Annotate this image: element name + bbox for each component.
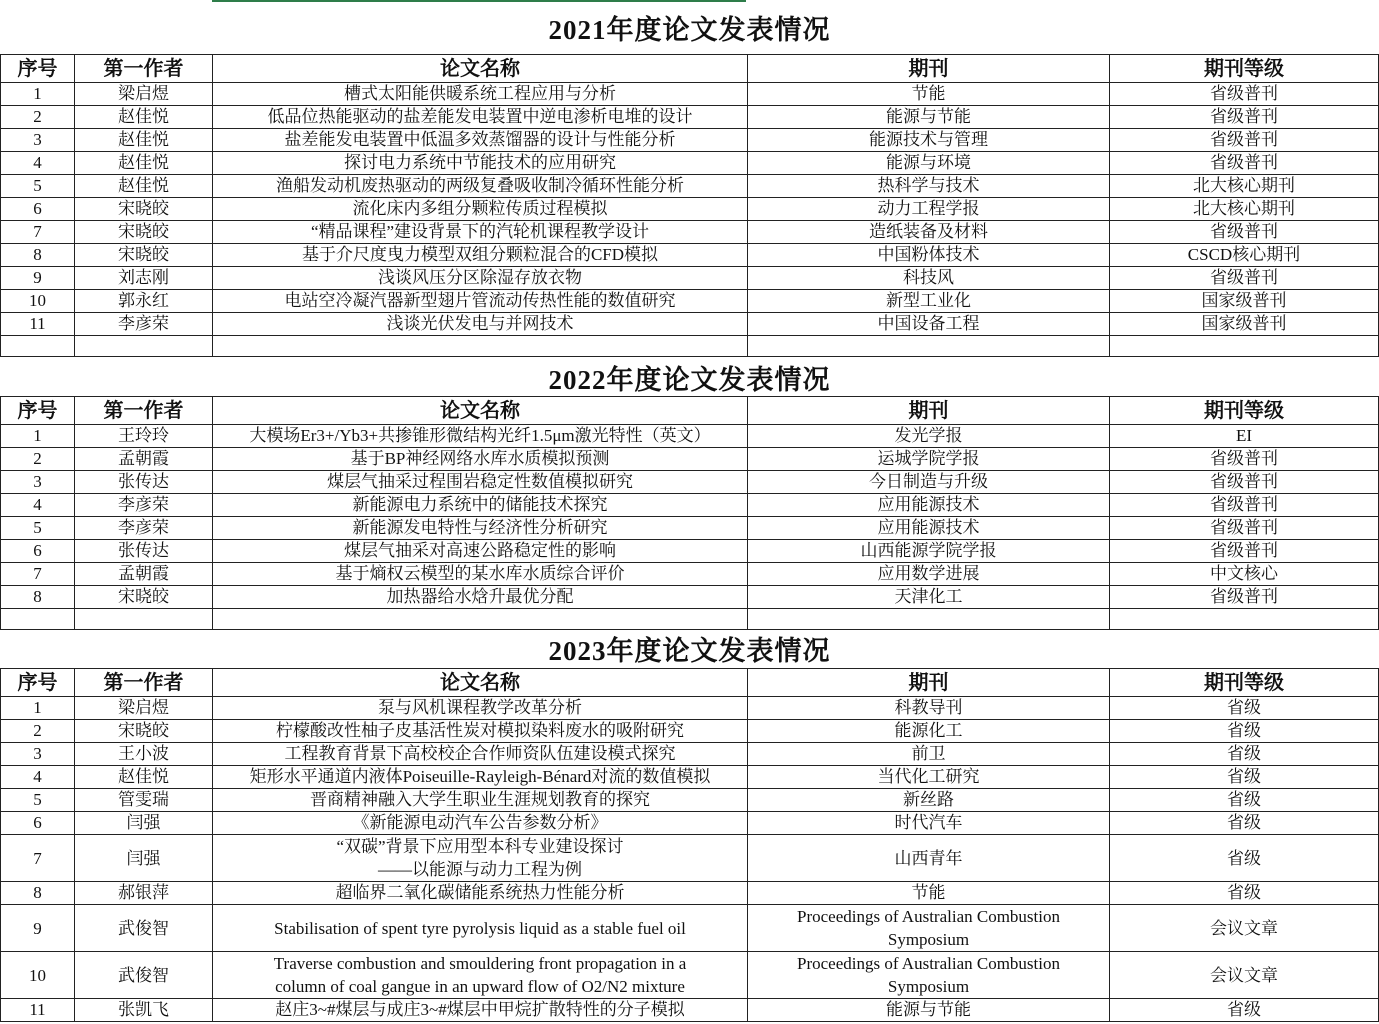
first-author: 管雯瑞 [75,789,213,812]
table-row [1,448,1379,471]
paper-title: 赵庄3~#煤层与成庄3~#煤层中甲烷扩散特性的分子模拟 [213,999,748,1022]
table-row [1,267,1379,290]
table-row [1,789,1379,812]
table-row [1,882,1379,905]
row-number: 5 [1,789,75,812]
paper-title: 泵与风机课程教学改革分析 [213,697,748,720]
paper-title: 渔船发动机废热驱动的两级复叠吸收制冷循环性能分析 [213,175,748,198]
paper-title: 大模场Er3+/Yb3+共掺锥形微结构光纤1.5μm激光特性（英文） [213,425,748,448]
row-number: 1 [1,697,75,720]
journal-name: 中国设备工程 [748,313,1110,336]
blank-cell [213,336,748,357]
row-number: 4 [1,152,75,175]
table-row [1,563,1379,586]
row-number: 2 [1,720,75,743]
column-header: 期刊等级 [1110,55,1379,83]
blank-cell [75,609,213,630]
journal-name: 应用能源技术 [748,517,1110,540]
row-number: 2 [1,106,75,129]
table-header-row [1,669,1379,697]
table-header-row [1,397,1379,425]
section-title: 2022年度论文发表情况 [548,365,831,395]
first-author: 赵佳悦 [75,106,213,129]
first-author: 张凯飞 [75,999,213,1022]
journal-name: 能源与节能 [748,999,1110,1022]
table-row [1,999,1379,1022]
journal-name: 能源技术与管理 [748,129,1110,152]
first-author: 宋晓皎 [75,221,213,244]
paper-title: Stabilisation of spent tyre pyrolysis liquid as a stable fuel oil [213,905,748,952]
journal-level: 省级普刊 [1110,540,1379,563]
journal-name: Proceedings of Australian Combustion Symposium [748,952,1110,999]
first-author: 赵佳悦 [75,152,213,175]
first-author: 李彦荣 [75,494,213,517]
table-row [1,106,1379,129]
first-author: 郭永红 [75,290,213,313]
journal-name: 前卫 [748,743,1110,766]
journal-level: 省级普刊 [1110,152,1379,175]
column-header: 期刊 [748,55,1110,83]
paper-title: 矩形水平通道内液体Poiseuille-Rayleigh-Bénard对流的数值模拟 [213,766,748,789]
journal-level: 省级普刊 [1110,517,1379,540]
journal-level: 省级普刊 [1110,221,1379,244]
column-header: 期刊等级 [1110,669,1379,697]
section-title: 2021年度论文发表情况 [548,15,831,45]
column-header: 论文名称 [213,669,748,697]
table-row [1,221,1379,244]
journal-name: 发光学报 [748,425,1110,448]
journal-name: 科技风 [748,267,1110,290]
row-number: 8 [1,586,75,609]
journal-name: 新型工业化 [748,290,1110,313]
journal-name: Proceedings of Australian Combustion Symposium [748,905,1110,952]
journal-level: 国家级普刊 [1110,313,1379,336]
journal-name: 今日制造与升级 [748,471,1110,494]
journal-name: 时代汽车 [748,812,1110,835]
top-accent-rule [212,0,746,2]
first-author: 王玲玲 [75,425,213,448]
table-row [1,952,1379,999]
paper-title: 浅谈风压分区除湿存放衣物 [213,267,748,290]
column-header: 期刊 [748,397,1110,425]
journal-name: 天津化工 [748,586,1110,609]
column-header: 第一作者 [75,669,213,697]
first-author: 宋晓皎 [75,586,213,609]
journal-level: 省级 [1110,999,1379,1022]
row-number: 11 [1,313,75,336]
column-header: 论文名称 [213,55,748,83]
journal-level: 省级普刊 [1110,129,1379,152]
papers-table [0,54,1379,357]
journal-level: 省级普刊 [1110,83,1379,106]
paper-title: 盐差能发电装置中低温多效蒸馏器的设计与性能分析 [213,129,748,152]
table-row [1,129,1379,152]
row-number: 2 [1,448,75,471]
table-row [1,244,1379,267]
table-row [1,290,1379,313]
table-row [1,720,1379,743]
paper-title: 浅谈光伏发电与并网技术 [213,313,748,336]
table-row [1,198,1379,221]
paper-title: 基于BP神经网络水库水质模拟预测 [213,448,748,471]
table-row [1,835,1379,882]
row-number: 5 [1,517,75,540]
journal-level: 国家级普刊 [1110,290,1379,313]
journal-level: 中文核心 [1110,563,1379,586]
row-number: 3 [1,743,75,766]
table-row [1,540,1379,563]
paper-title: 工程教育背景下高校校企合作师资队伍建设模式探究 [213,743,748,766]
journal-name: 应用能源技术 [748,494,1110,517]
row-number: 6 [1,812,75,835]
blank-cell [748,336,1110,357]
papers-table [0,396,1379,630]
journal-level: 省级 [1110,766,1379,789]
table-row [1,905,1379,952]
first-author: 武俊智 [75,952,213,999]
blank-cell [75,336,213,357]
journal-level: EI [1110,425,1379,448]
column-header: 第一作者 [75,397,213,425]
row-number: 10 [1,952,75,999]
first-author: 刘志刚 [75,267,213,290]
paper-title: 基于介尺度曳力模型双组分颗粒混合的CFD模拟 [213,244,748,267]
table-header-row [1,55,1379,83]
journal-level: 省级 [1110,812,1379,835]
journal-level: 省级普刊 [1110,586,1379,609]
papers-table [0,668,1379,1022]
paper-title: 电站空冷凝汽器新型翅片管流动传热性能的数值研究 [213,290,748,313]
journal-level: 省级 [1110,789,1379,812]
row-number: 6 [1,540,75,563]
table-row [1,313,1379,336]
blank-cell [748,609,1110,630]
row-number: 10 [1,290,75,313]
column-header: 序号 [1,397,75,425]
first-author: 赵佳悦 [75,175,213,198]
paper-title: “双碳”背景下应用型本科专业建设探讨 ——以能源与动力工程为例 [213,835,748,882]
blank-row [1,336,1379,357]
journal-level: 省级 [1110,835,1379,882]
column-header: 论文名称 [213,397,748,425]
paper-title: “精品课程”建设背景下的汽轮机课程教学设计 [213,221,748,244]
journal-level: 省级 [1110,882,1379,905]
journal-level: 省级普刊 [1110,448,1379,471]
first-author: 梁启煜 [75,83,213,106]
table-row [1,766,1379,789]
row-number: 8 [1,882,75,905]
row-number: 6 [1,198,75,221]
table-row [1,743,1379,766]
journal-level: 省级普刊 [1110,494,1379,517]
paper-title: 基于熵权云模型的某水库水质综合评价 [213,563,748,586]
blank-cell [1110,336,1379,357]
blank-cell [1,336,75,357]
paper-title: 晋商精神融入大学生职业生涯规划教育的探究 [213,789,748,812]
journal-name: 新丝路 [748,789,1110,812]
row-number: 7 [1,835,75,882]
row-number: 4 [1,494,75,517]
row-number: 3 [1,471,75,494]
column-header: 第一作者 [75,55,213,83]
journal-name: 运城学院学报 [748,448,1110,471]
first-author: 宋晓皎 [75,198,213,221]
journal-name: 中国粉体技术 [748,244,1110,267]
paper-title: 超临界二氧化碳储能系统热力性能分析 [213,882,748,905]
paper-title: 柠檬酸改性柚子皮基活性炭对模拟染料废水的吸附研究 [213,720,748,743]
journal-name: 能源与节能 [748,106,1110,129]
journal-level: 省级普刊 [1110,267,1379,290]
table-row [1,697,1379,720]
column-header: 期刊等级 [1110,397,1379,425]
first-author: 赵佳悦 [75,129,213,152]
row-number: 1 [1,425,75,448]
journal-level: 会议文章 [1110,905,1379,952]
first-author: 梁启煜 [75,697,213,720]
journal-level: 省级 [1110,720,1379,743]
blank-cell [213,609,748,630]
first-author: 张传达 [75,540,213,563]
paper-title: 探讨电力系统中节能技术的应用研究 [213,152,748,175]
journal-level: 省级普刊 [1110,471,1379,494]
row-number: 7 [1,221,75,244]
row-number: 4 [1,766,75,789]
section-title: 2023年度论文发表情况 [548,636,831,666]
first-author: 王小波 [75,743,213,766]
table-row [1,152,1379,175]
journal-level: 省级普刊 [1110,106,1379,129]
column-header: 序号 [1,55,75,83]
column-header: 序号 [1,669,75,697]
table-row [1,586,1379,609]
first-author: 闫强 [75,812,213,835]
journal-name: 科教导刊 [748,697,1110,720]
row-number: 9 [1,267,75,290]
first-author: 孟朝霞 [75,563,213,586]
journal-name: 山西青年 [748,835,1110,882]
first-author: 郝银萍 [75,882,213,905]
journal-name: 山西能源学院学报 [748,540,1110,563]
paper-title: 新能源发电特性与经济性分析研究 [213,517,748,540]
journal-level: 省级 [1110,697,1379,720]
first-author: 张传达 [75,471,213,494]
table-row [1,494,1379,517]
paper-title: 流化床内多组分颗粒传质过程模拟 [213,198,748,221]
table-row [1,425,1379,448]
row-number: 1 [1,83,75,106]
first-author: 赵佳悦 [75,766,213,789]
first-author: 李彦荣 [75,517,213,540]
row-number: 9 [1,905,75,952]
journal-level: 会议文章 [1110,952,1379,999]
blank-cell [1,609,75,630]
journal-name: 节能 [748,83,1110,106]
blank-row [1,609,1379,630]
first-author: 孟朝霞 [75,448,213,471]
row-number: 8 [1,244,75,267]
paper-title: 《新能源电动汽车公告参数分析》 [213,812,748,835]
row-number: 11 [1,999,75,1022]
table-row [1,175,1379,198]
journal-level: 北大核心期刊 [1110,198,1379,221]
journal-name: 应用数学进展 [748,563,1110,586]
paper-title: 新能源电力系统中的储能技术探究 [213,494,748,517]
paper-title: 低品位热能驱动的盐差能发电装置中逆电渗析电堆的设计 [213,106,748,129]
journal-name: 能源化工 [748,720,1110,743]
paper-title: 煤层气抽采过程围岩稳定性数值模拟研究 [213,471,748,494]
journal-name: 动力工程学报 [748,198,1110,221]
first-author: 闫强 [75,835,213,882]
row-number: 7 [1,563,75,586]
first-author: 宋晓皎 [75,244,213,267]
journal-level: 省级 [1110,743,1379,766]
journal-name: 造纸装备及材料 [748,221,1110,244]
paper-title: Traverse combustion and smouldering front propagation in a column of coal gangue in an upward flow of O2/N2 mixture [213,952,748,999]
first-author: 李彦荣 [75,313,213,336]
journal-level: 北大核心期刊 [1110,175,1379,198]
first-author: 武俊智 [75,905,213,952]
row-number: 3 [1,129,75,152]
column-header: 期刊 [748,669,1110,697]
table-row [1,812,1379,835]
journal-name: 节能 [748,882,1110,905]
journal-name: 当代化工研究 [748,766,1110,789]
table-row [1,471,1379,494]
journal-level: CSCD核心期刊 [1110,244,1379,267]
row-number: 5 [1,175,75,198]
blank-cell [1110,609,1379,630]
journal-name: 热科学与技术 [748,175,1110,198]
paper-title: 槽式太阳能供暖系统工程应用与分析 [213,83,748,106]
paper-title: 加热器给水焓升最优分配 [213,586,748,609]
table-row [1,83,1379,106]
table-row [1,517,1379,540]
journal-name: 能源与环境 [748,152,1110,175]
paper-title: 煤层气抽采对高速公路稳定性的影响 [213,540,748,563]
first-author: 宋晓皎 [75,720,213,743]
